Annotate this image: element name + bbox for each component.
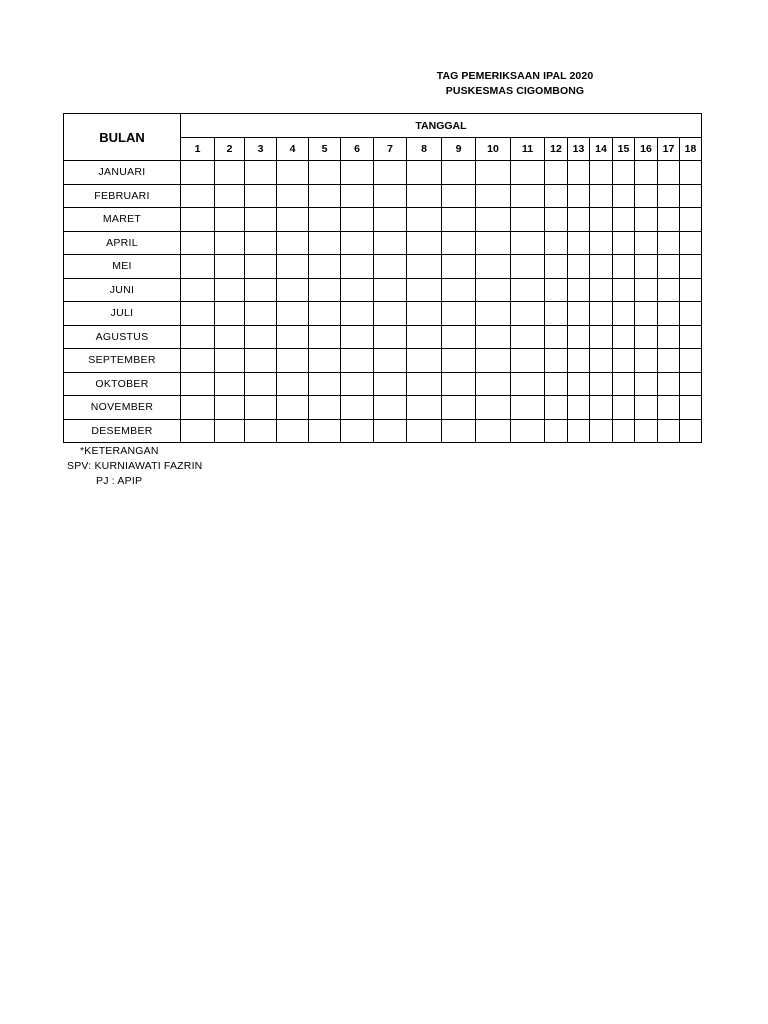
day-cell: [545, 396, 568, 420]
day-cell: [658, 208, 680, 232]
day-cell: [476, 184, 511, 208]
day-cell: [545, 208, 568, 232]
day-cell: [590, 255, 613, 279]
day-cell: [277, 161, 309, 185]
month-label: MARET: [64, 208, 181, 232]
month-label: DESEMBER: [64, 419, 181, 443]
day-cell: [407, 349, 442, 373]
day-cell: [568, 208, 590, 232]
day-cell: [245, 161, 277, 185]
day-cell: [613, 302, 635, 326]
day-cell: [181, 349, 215, 373]
day-cell: [568, 325, 590, 349]
day-cell: [568, 419, 590, 443]
day-cell: [476, 349, 511, 373]
day-cell: [374, 325, 407, 349]
table-row: [64, 161, 702, 185]
day-cell: [341, 302, 374, 326]
day-cell: [341, 184, 374, 208]
day-cell: [181, 325, 215, 349]
day-cell: [181, 372, 215, 396]
day-cell: [442, 396, 476, 420]
day-cell: [635, 161, 658, 185]
day-cell: [442, 161, 476, 185]
day-cell: [511, 419, 545, 443]
day-cell: [680, 161, 702, 185]
day-cell: [545, 161, 568, 185]
day-cell: [680, 396, 702, 420]
day-cell: [442, 349, 476, 373]
day-cell: [277, 325, 309, 349]
day-cell: [635, 372, 658, 396]
day-cell: [511, 325, 545, 349]
day-cell: [245, 396, 277, 420]
day-cell: [613, 278, 635, 302]
day-cell: [181, 278, 215, 302]
day-cell: [613, 161, 635, 185]
day-cell: [635, 255, 658, 279]
document-title: TAG PEMERIKSAAN IPAL 2020: [436, 70, 594, 82]
day-cell: [442, 302, 476, 326]
day-cell: [635, 208, 658, 232]
day-cell: [374, 302, 407, 326]
day-cell: [277, 302, 309, 326]
day-cell: [442, 231, 476, 255]
day-cell: [658, 419, 680, 443]
day-cell: [545, 325, 568, 349]
day-cell: [181, 231, 215, 255]
day-cell: [245, 184, 277, 208]
day-cell: [613, 419, 635, 443]
day-cell: [511, 372, 545, 396]
day-cell: [635, 396, 658, 420]
day-cell: [658, 278, 680, 302]
day-header: 18: [680, 138, 702, 161]
day-cell: [658, 396, 680, 420]
day-cell: [407, 161, 442, 185]
month-label: AGUSTUS: [64, 325, 181, 349]
day-cell: [590, 325, 613, 349]
day-cell: [309, 419, 341, 443]
day-cell: [568, 396, 590, 420]
day-cell: [635, 184, 658, 208]
day-cell: [590, 184, 613, 208]
day-cell: [245, 372, 277, 396]
date-column-header: TANGGAL: [181, 114, 702, 138]
day-header: 17: [658, 138, 680, 161]
day-cell: [658, 255, 680, 279]
day-cell: [341, 372, 374, 396]
day-cell: [511, 184, 545, 208]
notes-block: [63, 444, 223, 489]
table-row: [64, 231, 702, 255]
day-cell: [511, 161, 545, 185]
month-label: NOVEMBER: [64, 396, 181, 420]
day-cell: [511, 396, 545, 420]
inspection-table: [63, 113, 702, 443]
day-cell: [341, 349, 374, 373]
day-cell: [309, 349, 341, 373]
day-cell: [374, 372, 407, 396]
day-cell: [341, 255, 374, 279]
day-cell: [658, 161, 680, 185]
day-cell: [545, 372, 568, 396]
day-cell: [568, 161, 590, 185]
day-cell: [658, 184, 680, 208]
day-cell: [215, 396, 245, 420]
day-cell: [341, 419, 374, 443]
day-header: 6: [341, 138, 374, 161]
day-cell: [511, 278, 545, 302]
month-label: JUNI: [64, 278, 181, 302]
day-cell: [545, 349, 568, 373]
day-cell: [613, 231, 635, 255]
day-cell: [277, 231, 309, 255]
day-cell: [476, 231, 511, 255]
day-cell: [341, 161, 374, 185]
table-row: [64, 255, 702, 279]
day-cell: [374, 396, 407, 420]
day-cell: [407, 372, 442, 396]
month-label: APRIL: [64, 231, 181, 255]
day-cell: [407, 255, 442, 279]
day-cell: [309, 372, 341, 396]
day-cell: [309, 302, 341, 326]
month-label: JULI: [64, 302, 181, 326]
day-cell: [181, 208, 215, 232]
day-cell: [442, 419, 476, 443]
day-cell: [181, 184, 215, 208]
day-cell: [511, 255, 545, 279]
day-cell: [613, 208, 635, 232]
day-cell: [590, 208, 613, 232]
day-cell: [613, 325, 635, 349]
day-cell: [215, 372, 245, 396]
day-cell: [590, 231, 613, 255]
day-cell: [568, 184, 590, 208]
day-cell: [309, 231, 341, 255]
day-cell: [511, 349, 545, 373]
day-cell: [309, 184, 341, 208]
day-cell: [215, 161, 245, 185]
day-cell: [476, 325, 511, 349]
day-cell: [442, 184, 476, 208]
day-cell: [658, 349, 680, 373]
day-cell: [341, 278, 374, 302]
day-cell: [374, 161, 407, 185]
day-cell: [476, 396, 511, 420]
day-cell: [309, 278, 341, 302]
day-cell: [680, 184, 702, 208]
day-header: 1: [181, 138, 215, 161]
day-cell: [245, 325, 277, 349]
day-cell: [476, 278, 511, 302]
table-row: [64, 208, 702, 232]
day-cell: [476, 208, 511, 232]
day-header: 15: [613, 138, 635, 161]
day-cell: [476, 255, 511, 279]
day-cell: [613, 349, 635, 373]
day-cell: [374, 255, 407, 279]
day-cell: [658, 231, 680, 255]
day-cell: [442, 208, 476, 232]
day-cell: [635, 349, 658, 373]
day-cell: [590, 372, 613, 396]
day-cell: [511, 208, 545, 232]
day-cell: [680, 302, 702, 326]
day-cell: [635, 278, 658, 302]
day-cell: [658, 372, 680, 396]
day-cell: [590, 419, 613, 443]
person-in-charge-note: PJ : APIP: [96, 475, 143, 487]
day-cell: [215, 278, 245, 302]
day-cell: [341, 325, 374, 349]
table-row: [64, 419, 702, 443]
day-cell: [309, 208, 341, 232]
day-cell: [590, 161, 613, 185]
day-cell: [680, 325, 702, 349]
day-cell: [245, 419, 277, 443]
day-cell: [215, 302, 245, 326]
day-cell: [545, 302, 568, 326]
day-cell: [245, 208, 277, 232]
table-row: [64, 184, 702, 208]
day-cell: [374, 208, 407, 232]
day-cell: [277, 372, 309, 396]
day-cell: [613, 372, 635, 396]
day-header: 9: [442, 138, 476, 161]
day-header: 16: [635, 138, 658, 161]
day-cell: [442, 278, 476, 302]
day-header: 14: [590, 138, 613, 161]
day-cell: [613, 396, 635, 420]
day-cell: [568, 302, 590, 326]
day-cell: [181, 302, 215, 326]
table-row: [64, 396, 702, 420]
day-header: 5: [309, 138, 341, 161]
day-cell: [476, 419, 511, 443]
day-header: 7: [374, 138, 407, 161]
day-cell: [277, 184, 309, 208]
table-row: [64, 325, 702, 349]
notes-heading: *KETERANGAN: [80, 445, 159, 457]
day-cell: [215, 231, 245, 255]
day-cell: [680, 231, 702, 255]
day-cell: [476, 161, 511, 185]
day-cell: [590, 396, 613, 420]
day-header: 2: [215, 138, 245, 161]
day-cell: [442, 325, 476, 349]
day-cell: [407, 419, 442, 443]
day-cell: [341, 231, 374, 255]
day-cell: [277, 208, 309, 232]
day-cell: [568, 372, 590, 396]
day-cell: [658, 325, 680, 349]
day-cell: [476, 302, 511, 326]
day-header: 8: [407, 138, 442, 161]
day-header: 12: [545, 138, 568, 161]
table-row: [64, 372, 702, 396]
day-cell: [545, 184, 568, 208]
day-cell: [568, 278, 590, 302]
day-cell: [215, 349, 245, 373]
day-cell: [245, 302, 277, 326]
day-cell: [341, 208, 374, 232]
day-cell: [590, 278, 613, 302]
day-cell: [374, 278, 407, 302]
day-cell: [568, 231, 590, 255]
day-cell: [407, 396, 442, 420]
day-cell: [635, 302, 658, 326]
day-cell: [590, 302, 613, 326]
day-cell: [309, 255, 341, 279]
supervisor-note: SPV: KURNIAWATI FAZRIN: [67, 460, 203, 472]
day-cell: [215, 208, 245, 232]
day-cell: [407, 184, 442, 208]
day-cell: [511, 231, 545, 255]
day-cell: [215, 255, 245, 279]
day-cell: [215, 325, 245, 349]
day-cell: [245, 255, 277, 279]
day-cell: [309, 325, 341, 349]
day-cell: [658, 302, 680, 326]
day-header: 11: [511, 138, 545, 161]
day-cell: [181, 161, 215, 185]
day-cell: [277, 278, 309, 302]
day-cell: [568, 349, 590, 373]
day-cell: [215, 419, 245, 443]
day-cell: [374, 419, 407, 443]
day-cell: [407, 325, 442, 349]
day-cell: [476, 372, 511, 396]
day-cell: [568, 255, 590, 279]
month-label: FEBRUARI: [64, 184, 181, 208]
day-cell: [215, 184, 245, 208]
day-cell: [277, 349, 309, 373]
day-cell: [511, 302, 545, 326]
month-label: MEI: [64, 255, 181, 279]
day-cell: [407, 208, 442, 232]
day-cell: [680, 208, 702, 232]
day-cell: [635, 419, 658, 443]
day-cell: [245, 231, 277, 255]
day-cell: [680, 419, 702, 443]
day-cell: [613, 255, 635, 279]
day-header: 3: [245, 138, 277, 161]
day-cell: [635, 325, 658, 349]
day-cell: [635, 231, 658, 255]
day-cell: [407, 302, 442, 326]
day-cell: [407, 231, 442, 255]
day-cell: [181, 396, 215, 420]
month-label: OKTOBER: [64, 372, 181, 396]
day-cell: [309, 396, 341, 420]
day-cell: [680, 372, 702, 396]
day-cell: [277, 396, 309, 420]
table-row: [64, 302, 702, 326]
day-cell: [613, 184, 635, 208]
day-cell: [407, 278, 442, 302]
table-row: [64, 278, 702, 302]
document-subtitle: PUSKESMAS CIGOMBONG: [445, 85, 585, 97]
day-cell: [442, 255, 476, 279]
day-cell: [680, 349, 702, 373]
day-header: 13: [568, 138, 590, 161]
day-cell: [245, 349, 277, 373]
day-cell: [181, 255, 215, 279]
day-cell: [374, 349, 407, 373]
day-cell: [181, 419, 215, 443]
day-cell: [442, 372, 476, 396]
day-cell: [680, 278, 702, 302]
month-label: JANUARI: [64, 161, 181, 185]
day-header: 10: [476, 138, 511, 161]
day-header: 4: [277, 138, 309, 161]
month-column-header: BULAN: [64, 114, 181, 161]
day-cell: [309, 161, 341, 185]
day-cell: [374, 231, 407, 255]
day-cell: [590, 349, 613, 373]
day-cell: [341, 396, 374, 420]
day-cell: [245, 278, 277, 302]
table-row: [64, 349, 702, 373]
day-cell: [277, 419, 309, 443]
month-label: SEPTEMBER: [64, 349, 181, 373]
day-cell: [277, 255, 309, 279]
day-cell: [680, 255, 702, 279]
day-cell: [545, 419, 568, 443]
day-cell: [545, 255, 568, 279]
day-cell: [545, 231, 568, 255]
day-cell: [545, 278, 568, 302]
day-cell: [374, 184, 407, 208]
